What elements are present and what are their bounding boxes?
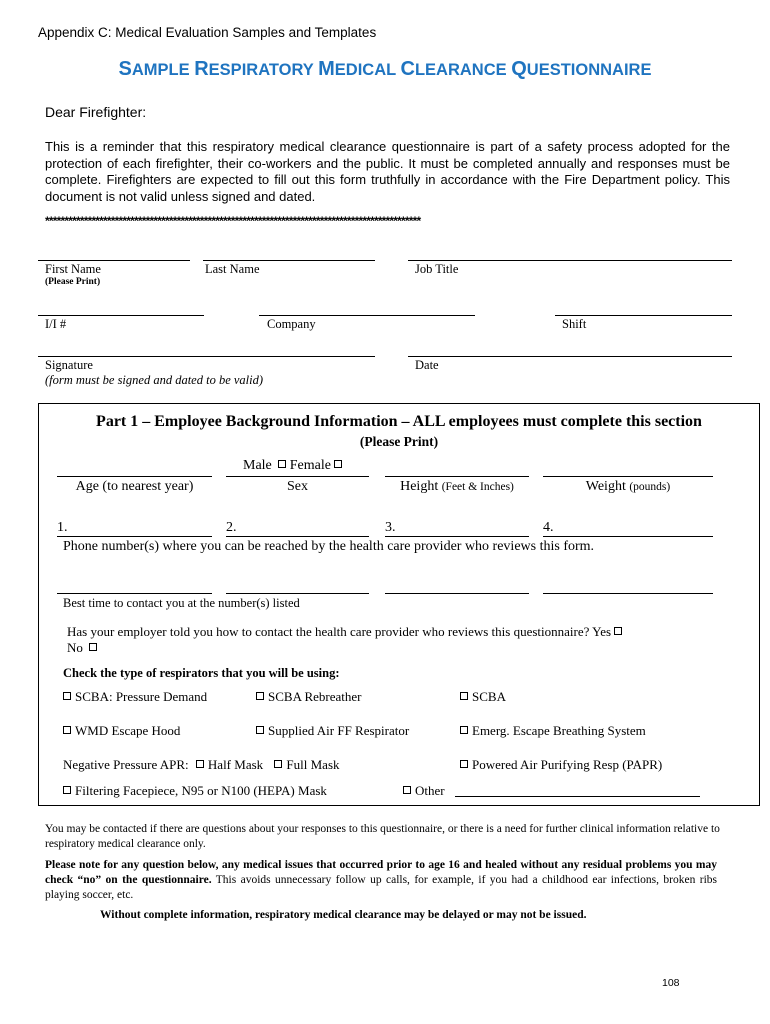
page-header: Appendix C: Medical Evaluation Samples and Templates — [38, 25, 377, 40]
emerg-escape-checkbox[interactable] — [460, 726, 468, 734]
option-wmd-escape-hood[interactable]: WMD Escape Hood — [63, 723, 180, 739]
male-label: Male — [243, 458, 272, 473]
phone-num-4: 4. — [543, 520, 554, 535]
employer-question: Has your employer told you how to contact the health care provider who reviews this questionnaire? Yes — [67, 624, 622, 640]
sex-options — [243, 458, 342, 474]
option-filtering-facepiece[interactable]: Filtering Facepiece, N95 or N100 (HEPA) Mask — [63, 783, 327, 799]
greeting: Dear Firefighter: — [45, 104, 147, 120]
age-field[interactable] — [57, 476, 212, 477]
sex-field[interactable] — [226, 476, 369, 477]
signature-note: (form must be signed and dated to be valid) — [45, 373, 264, 387]
best-time-label: Best time to contact you at the number(s) listed — [63, 596, 300, 610]
company-label: Company — [267, 317, 316, 331]
shift-label: Shift — [562, 317, 587, 331]
contact-note: You may be contacted if there are questions about your responses to this questionnaire, or there is a need for further clinical information relative to respiratory medical clearance only. — [45, 823, 720, 850]
weight-label: Weight (pounds) — [585, 479, 671, 494]
intro-paragraph: This is a reminder that this respiratory medical clearance questionnaire is part of a safety process adopted for the protection of each firefighter, their co-workers and the public. It must be completed annually and responses must be complete. Firefighters are expected to fill out this form truthfully in accordance with the Fire Department policy. This document is not valid unless signed and dated. — [45, 139, 730, 204]
employer-no: No — [67, 640, 97, 656]
phone-num-2: 2. — [226, 520, 237, 535]
sex-label: Sex — [287, 479, 308, 494]
employer-yes-checkbox[interactable] — [614, 627, 622, 635]
signature-label: Signature — [45, 358, 93, 372]
age16-note: Please note for any question below, any medical issues that occurred prior to age 16 and healed without any residual problems you may check “no” on the questionnaire. This avoids unnecessary follow up calls, for example, if you had a childhood ear infections, broken ribs playing soccer, etc. — [45, 859, 718, 901]
asterisk-divider: ************************************************************************************************* — [45, 214, 421, 228]
phone-field-4[interactable] — [543, 536, 713, 537]
shift-field[interactable] — [555, 315, 732, 316]
filtering-checkbox[interactable] — [63, 786, 71, 794]
full-mask-checkbox[interactable] — [274, 760, 282, 768]
option-negative-pressure: Negative Pressure APR: Half Mask Full Mask — [63, 757, 340, 772]
option-scba-pressure-demand[interactable]: SCBA: Pressure Demand — [63, 689, 207, 705]
best-time-field-3[interactable] — [385, 593, 529, 594]
wmd-checkbox[interactable] — [63, 726, 71, 734]
age-label: Age (to nearest year) — [75, 479, 194, 494]
scba-rebreather-checkbox[interactable] — [256, 692, 264, 700]
option-scba[interactable]: SCBA — [460, 689, 506, 705]
male-checkbox[interactable] — [278, 460, 286, 468]
phone-label: Phone number(s) where you can be reached by the health care provider who reviews this form. — [63, 539, 595, 554]
phone-num-3: 3. — [385, 520, 396, 535]
option-other[interactable]: Other — [403, 783, 445, 799]
scba-checkbox[interactable] — [460, 692, 468, 700]
option-emerg-escape[interactable]: Emerg. Escape Breathing System — [460, 723, 646, 739]
page-number: 108 — [662, 977, 680, 989]
company-field[interactable] — [259, 315, 475, 316]
phone-field-2[interactable] — [226, 536, 369, 537]
id-field[interactable] — [38, 315, 204, 316]
best-time-field-4[interactable] — [543, 593, 713, 594]
employer-no-checkbox[interactable] — [89, 643, 97, 651]
first-name-field[interactable] — [38, 260, 190, 261]
female-checkbox[interactable] — [334, 460, 342, 468]
document-title: SAMPLE RESPIRATORY MEDICAL CLEARANCE QUESTIONNAIRE — [118, 58, 652, 80]
last-name-label: Last Name — [205, 262, 260, 276]
phone-field-3[interactable] — [385, 536, 529, 537]
other-checkbox[interactable] — [403, 786, 411, 794]
option-scba-rebreather[interactable]: SCBA Rebreather — [256, 689, 362, 705]
part1-heading: Part 1 – Employee Background Information – ALL employees must complete this section — [96, 413, 702, 430]
phone-field-1[interactable] — [57, 536, 212, 537]
date-field[interactable] — [408, 356, 732, 357]
part1-subheading: (Please Print) — [359, 434, 439, 449]
job-title-field[interactable] — [408, 260, 732, 261]
height-label: Height (Feet & Inches) — [400, 479, 514, 494]
papr-checkbox[interactable] — [460, 760, 468, 768]
supplied-air-checkbox[interactable] — [256, 726, 264, 734]
respirator-heading: Check the type of respirators that you will be using: — [63, 666, 340, 680]
signature-field[interactable] — [38, 356, 375, 357]
best-time-field-2[interactable] — [226, 593, 369, 594]
scba-pd-checkbox[interactable] — [63, 692, 71, 700]
last-name-field[interactable] — [203, 260, 375, 261]
please-print-note: (Please Print) — [45, 277, 101, 287]
other-field[interactable] — [455, 796, 700, 797]
weight-field[interactable] — [543, 476, 713, 477]
best-time-field-1[interactable] — [57, 593, 212, 594]
height-field[interactable] — [385, 476, 529, 477]
half-mask-checkbox[interactable] — [196, 760, 204, 768]
first-name-label: First Name — [45, 262, 101, 276]
id-label: I/I # — [45, 317, 67, 331]
option-papr[interactable]: Powered Air Purifying Resp (PAPR) — [460, 757, 662, 773]
option-supplied-air[interactable]: Supplied Air FF Respirator — [256, 723, 409, 739]
date-label: Date — [415, 358, 439, 372]
warning-note: Without complete information, respiratory medical clearance may be delayed or may not be issued. — [100, 909, 587, 921]
female-label: Female — [289, 458, 331, 473]
job-title-label: Job Title — [415, 262, 459, 276]
phone-num-1: 1. — [57, 520, 68, 535]
